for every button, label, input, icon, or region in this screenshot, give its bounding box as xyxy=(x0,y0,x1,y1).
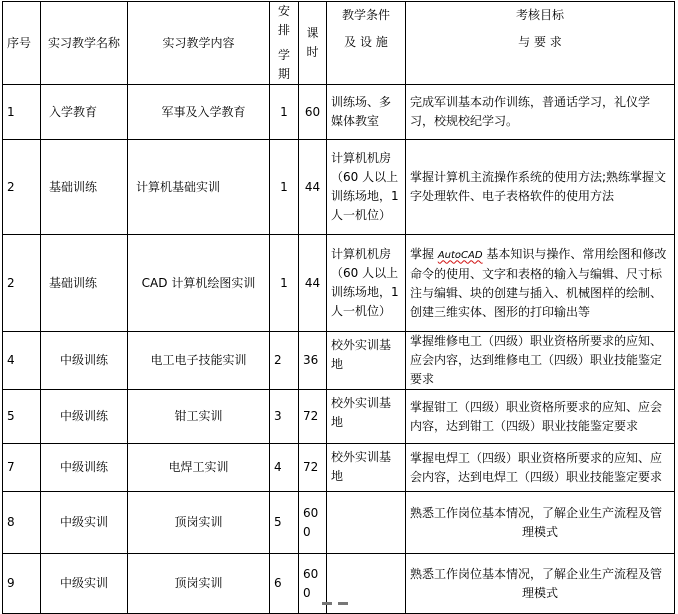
practice-teaching-table xyxy=(2,1,675,614)
row-content: CAD 计算机绘图实训 xyxy=(128,235,270,332)
row-hours: 600 xyxy=(299,554,327,614)
row-content: 军事及入学教育 xyxy=(128,85,270,140)
row-term: 1 xyxy=(270,235,299,332)
row-term: 5 xyxy=(270,492,299,554)
row-no: 5 xyxy=(3,390,41,444)
row-name: 中级训练 xyxy=(41,332,128,390)
header-conditions: 教学条件 及 设 施 xyxy=(327,2,406,85)
table-row xyxy=(3,85,675,140)
row-goals: 掌握 AutoCAD 基本知识与操作、常用绘图和修改命令的使用、文字和表格的输入与编辑、尺寸标注与编辑、块的创建与插入、机械图样的绘制、创建三维实体、图形的打印输出等 xyxy=(406,235,675,332)
header-term: 安排 学期 xyxy=(270,2,299,85)
row-name: 中级训练 xyxy=(41,444,128,492)
row-no: 1 xyxy=(3,85,41,140)
row-content: 计算机基础实训 xyxy=(128,140,270,235)
row-no: 2 xyxy=(3,140,41,235)
table-row xyxy=(3,235,675,332)
header-goals: 考核目标 与 要 求 xyxy=(406,2,675,85)
row-term: 3 xyxy=(270,390,299,444)
row-name: 中级实训 xyxy=(41,492,128,554)
row-conditions: 计算机机房（60 人以上训练场地，1人一机位） xyxy=(327,235,406,332)
row-content: 钳工实训 xyxy=(128,390,270,444)
row-name: 中级训练 xyxy=(41,390,128,444)
row-term: 1 xyxy=(270,85,299,140)
table-row xyxy=(3,492,675,554)
row-conditions: 校外实训基地 xyxy=(327,444,406,492)
row-goals: 掌握钳工（四级）职业资格所要求的应知、应会内容，达到钳工（四级）职业技能鉴定要求 xyxy=(406,390,675,444)
row-content: 顶岗实训 xyxy=(128,554,270,614)
table-row xyxy=(3,444,675,492)
row-no: 8 xyxy=(3,492,41,554)
row-hours: 72 xyxy=(299,390,327,444)
table-row xyxy=(3,332,675,390)
row-content: 顶岗实训 xyxy=(128,492,270,554)
header-no: 序号 xyxy=(3,2,41,85)
row-no: 9 xyxy=(3,554,41,614)
row-no: 4 xyxy=(3,332,41,390)
row-term: 1 xyxy=(270,140,299,235)
row-name: 基础训练 xyxy=(41,235,128,332)
header-name: 实习教学名称 xyxy=(41,2,128,85)
row-goals: 掌握计算机主流操作系统的使用方法;熟练掌握文字处理软件、电子表格软件的使用方法 xyxy=(406,140,675,235)
row-conditions xyxy=(327,492,406,554)
row-conditions: 计算机机房（60 人以上训练场地，1人一机位） xyxy=(327,140,406,235)
table-row xyxy=(3,390,675,444)
row-name: 中级实训 xyxy=(41,554,128,614)
row-no: 2 xyxy=(3,235,41,332)
row-name: 基础训练 xyxy=(41,140,128,235)
row-hours: 72 xyxy=(299,444,327,492)
row-goals: 熟悉工作岗位基本情况，了解企业生产流程及管 理模式 xyxy=(406,554,675,614)
row-conditions: 校外实训基地 xyxy=(327,390,406,444)
row-hours: 60 xyxy=(299,85,327,140)
row-term: 4 xyxy=(270,444,299,492)
row-hours: 600 xyxy=(299,492,327,554)
header-row xyxy=(3,2,675,85)
row-name: 入学教育 xyxy=(41,85,128,140)
table-row xyxy=(3,140,675,235)
header-hours: 课 时 xyxy=(299,2,327,85)
row-term: 2 xyxy=(270,332,299,390)
row-conditions: 训练场、多媒体教室 xyxy=(327,85,406,140)
row-no: 7 xyxy=(3,444,41,492)
row-goals: 完成军训基本动作训练，普通话学习，礼仪学习，校规校纪学习。 xyxy=(406,85,675,140)
row-content: 电焊工实训 xyxy=(128,444,270,492)
row-hours: 36 xyxy=(299,332,327,390)
row-goals: 掌握维修电工（四级）职业资格所要求的应知、应会内容，达到维修电工（四级）职业技能鉴定要求 xyxy=(406,332,675,390)
autocad-term: AutoCAD xyxy=(437,249,483,261)
row-hours: 44 xyxy=(299,235,327,332)
row-term: 6 xyxy=(270,554,299,614)
row-goals: 掌握电焊工（四级）职业资格所要求的应知、应会内容，达到电焊工（四级）职业技能鉴定要求 xyxy=(406,444,675,492)
row-goals: 熟悉工作岗位基本情况，了解企业生产流程及管 理模式 xyxy=(406,492,675,554)
row-hours: 44 xyxy=(299,140,327,235)
row-content: 电工电子技能实训 xyxy=(128,332,270,390)
header-content: 实习教学内容 xyxy=(128,2,270,85)
row-conditions: 校外实训基地 xyxy=(327,332,406,390)
